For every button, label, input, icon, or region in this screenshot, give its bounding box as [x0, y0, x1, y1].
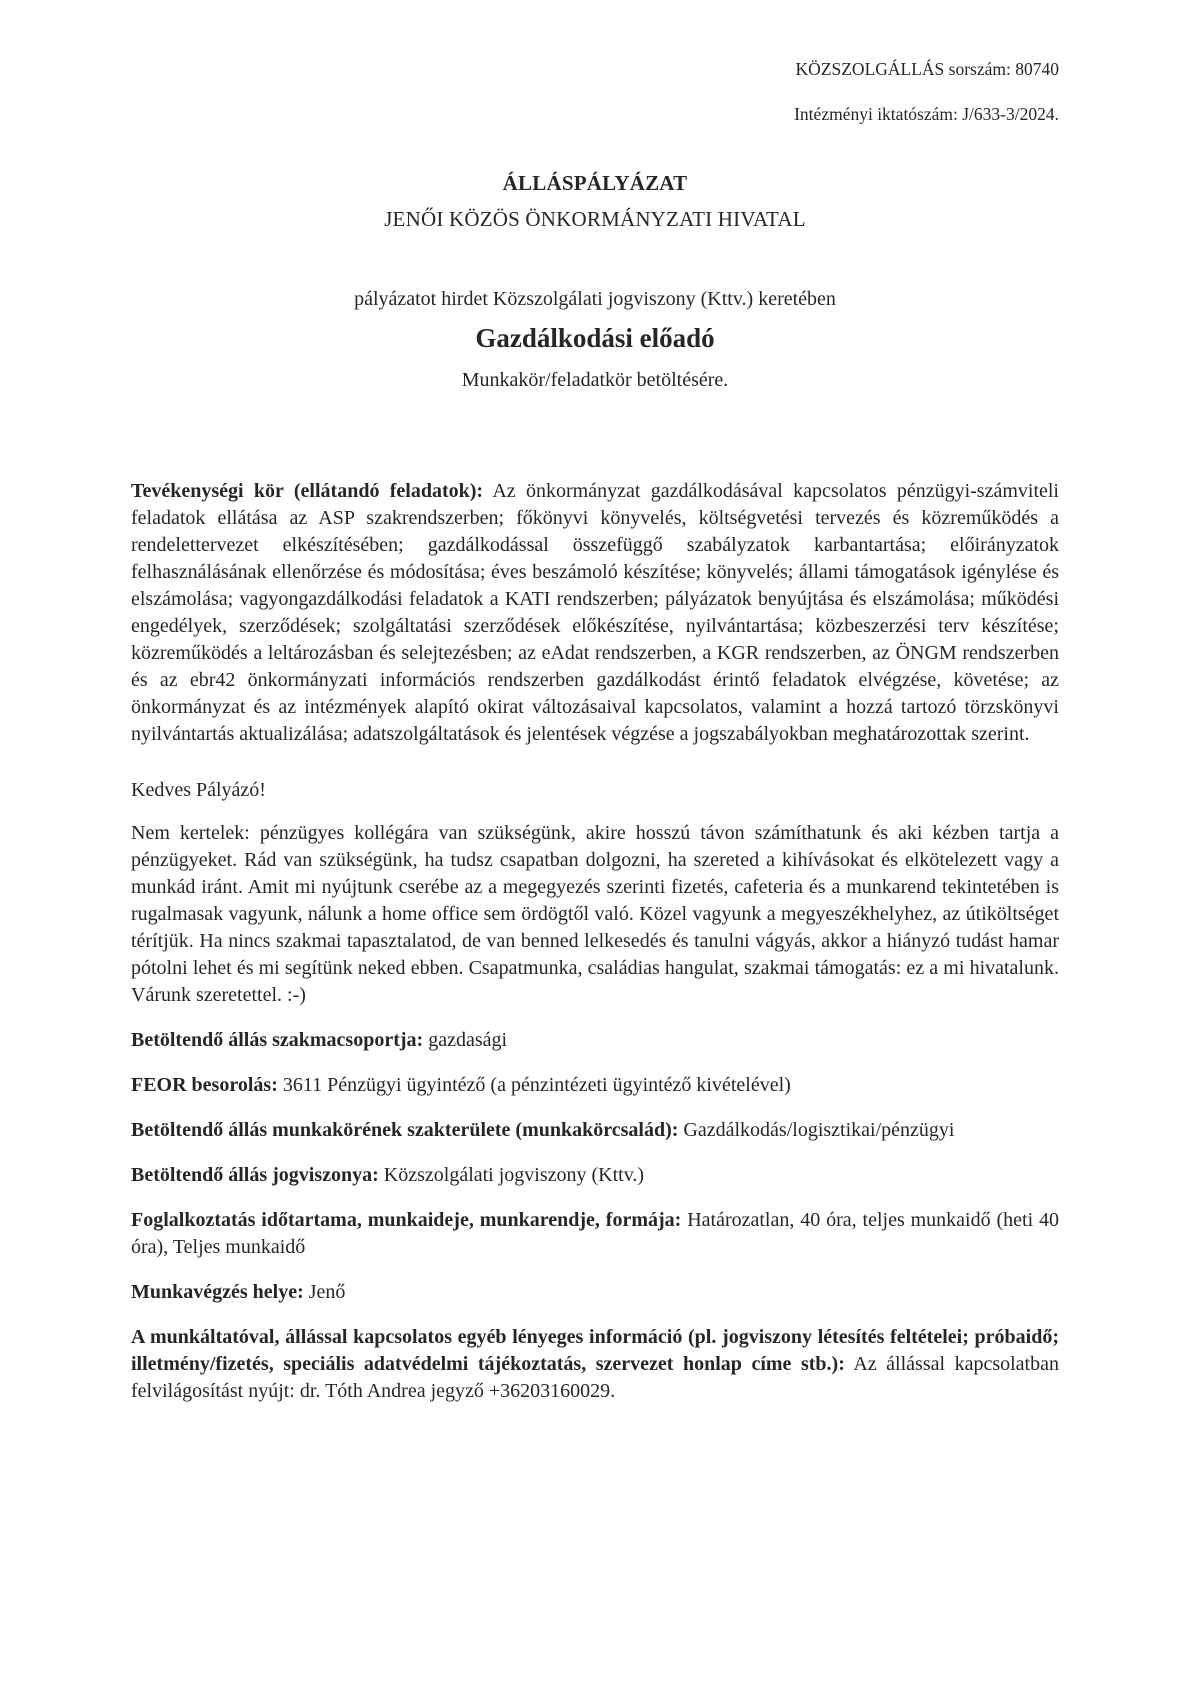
greeting-line: Kedves Pályázó!	[131, 779, 266, 801]
pitch-paragraph: Nem kertelek: pénzügyes kollégára van szükségünk, akire hosszú távon számíthatunk és aki kézben tartja a pénzügyeket. Rád van szükségünk, ha tudsz csapatban dolgozni, ha szereted a kihívásokat és elkötelezett vagy a munkád iránt. Amit mi nyújtunk cserébe az a megegyezés szerinti fizetés, cafeteria és a munkarend tekintetében is rugalmasak vagyunk, nálunk a home office sem ördögtől való. Közel vagyunk a megyeszékhelyhez, az útiköltséget térítjük. Ha nincs szakmai tapasztalatod, de van benned lelkesedés és tanulni vágyás, akkor a hiányzó tudást hamar pótolni lehet és mi segítünk neked ebben. Csapatmunka, családias hangulat, szakmai támogatás: ez a mi hivatalunk. Várunk szeretettel. :-)	[131, 822, 1059, 1006]
organization-name: JENŐI KÖZÖS ÖNKORMÁNYZATI HIVATAL	[384, 207, 806, 231]
field-foglalkoztatas	[131, 1207, 1059, 1261]
duties-label: Tevékenységi kör (ellátandó feladatok):	[131, 480, 484, 502]
position-subtitle: Munkakör/feladatkör betöltésére.	[461, 369, 729, 391]
field-szakmacsoport-label: Betöltendő állás szakmacsoportja:	[131, 1029, 424, 1051]
field-munkakorcsalad-label: Betöltendő állás munkakörének szakterülete (munkakörcsalád):	[131, 1119, 679, 1141]
field-szakmacsoport-value: gazdasági	[428, 1029, 508, 1051]
field-egyeb-informacio	[131, 1324, 1059, 1405]
field-foglalkoztatas-label: Foglalkoztatás időtartama, munkaideje, munkarendje, formája:	[131, 1209, 682, 1231]
field-munkakorcsalad	[131, 1117, 1059, 1144]
field-foglalkoztatas-value: Határozatlan, 40 óra, teljes munkaidő (heti 40 óra), Teljes munkaidő	[131, 1209, 1059, 1258]
position-title: Gazdálkodási előadó	[475, 323, 715, 353]
institution-file-number: Intézményi iktatószám: J/633-3/2024.	[794, 104, 1059, 124]
field-feor-value: 3611 Pénzügyi ügyintéző (a pénzintézeti ügyintéző kivételével)	[282, 1074, 791, 1096]
page-title: ÁLLÁSPÁLYÁZAT	[502, 171, 688, 195]
field-szakmacsoport	[131, 1027, 1059, 1054]
field-munkavegzes-helye	[131, 1279, 1059, 1306]
reference-block	[131, 58, 1059, 125]
field-munkakorcsalad-value: Gazdálkodás/logisztikai/pénzügyi	[683, 1119, 955, 1141]
posting-intro-line: pályázatot hirdet Közszolgálati jogviszony (Kttv.) keretében	[354, 288, 836, 310]
field-egyeb-informacio-value: Az állással kapcsolatban felvilágosítást nyújt: dr. Tóth Andrea jegyző +36203160029.	[131, 1353, 1059, 1402]
duties-text: Az önkormányzat gazdálkodásával kapcsolatos pénzügyi-számviteli feladatok ellátása az ASP szakrendszerben; főkönyvi könyvelés, költségvetési tervezés és közreműködés a rendelettervezet elkészítésében; gazdálkodással összefüggő szabályzatok karbantartása; előirányzatok felhasználásának ellenőrzése és módosítása; éves beszámoló készítése; könyvelés; állami támogatások igénylése és elszámolása; vagyongazdálkodási feladatok a KATI rendszerben; pályázatok benyújtása és elszámolása; működési engedélyek, szerződések; szolgáltatási szerződések előkészítése, nyilvántartása; közbeszerzési terv készítése; közreműködés a leltározásban és selejtezésben; az eAdat rendszerben, a KGR rendszerben, az ÖNGM rendszerben és az ebr42 önkormányzati információs rendszerben gazdálkodást érintő feladatok elvégzése, követése; az önkormányzat és az intézmények alapító okirat változásaival kapcsolatos, valamint a hozzá tartozó törzskönyvi nyilvántartás aktualizálása; adatszolgáltatások és jelentések végzése a jogszabályokban meghatározottak szerint.	[131, 480, 1059, 745]
field-jogviszony-value: Közszolgálati jogviszony (Kttv.)	[383, 1164, 645, 1186]
portal-serial-number: KÖZSZOLGÁLLÁS sorszám: 80740	[795, 59, 1059, 79]
duties-paragraph	[131, 478, 1059, 748]
field-munkavegzes-helye-label: Munkavégzés helye:	[131, 1281, 304, 1303]
field-feor	[131, 1072, 1059, 1099]
field-jogviszony-label: Betöltendő állás jogviszonya:	[131, 1164, 379, 1186]
field-egyeb-informacio-label: A munkáltatóval, állással kapcsolatos egyéb lényeges információ (pl. jogviszony létesítés feltételei; próbaidő; illetmény/fizetés, speciális adatvédelmi tájékoztatás, szervezet honlap címe stb.):	[131, 1326, 1059, 1375]
field-feor-label: FEOR besorolás:	[131, 1074, 278, 1096]
field-munkavegzes-helye-value: Jenő	[308, 1281, 346, 1303]
field-jogviszony	[131, 1162, 1059, 1189]
